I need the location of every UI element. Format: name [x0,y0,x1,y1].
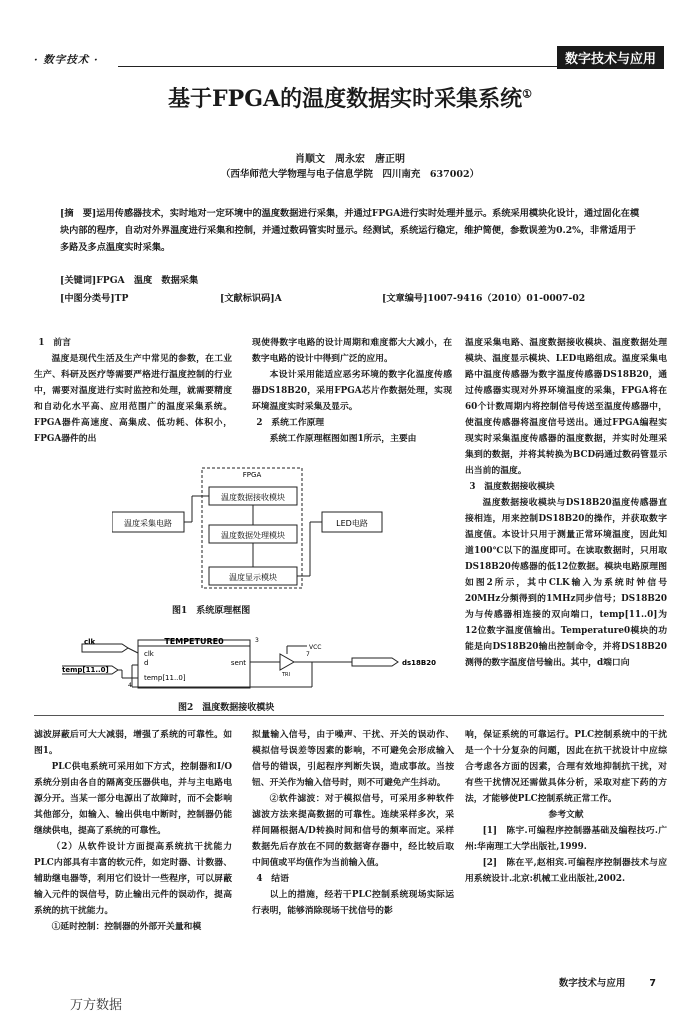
output-temp-label: temp[11..0] [62,666,109,674]
section-heading: 3 温度数据接收模块 [469,482,555,492]
figure-2-caption: 图2 温度数据接收模块 [178,703,275,713]
abstract: [摘 要]运用传感器技术，实时地对一定环境中的温度数据进行采集，并通过FPGA进行实时处理并显示。系统采用模块化设计，通过固化在模块内部的程序，自动对外界温度进行采集和控制，并通过数码管实时显示。经测试，系统运行稳定，维护简便，参数误差为0.2%，非常适用于多路及多点温度实时采集。 [60,208,640,253]
pin-temp: temp[11..0] [144,674,186,682]
receive-module-label: 温度数据接收模块 [221,493,285,502]
figure-2-schematic [62,632,467,692]
watermark: 万方数据 [70,998,123,1013]
paragraph: 系统工作原理框图如图1所示，主要由 [269,434,417,444]
keywords: [关键词]FPGA 温度 数据采集 [60,275,199,286]
references-heading: 参考文献 [548,810,584,820]
paragraph: 温度采集电路、温度数据接收模块、温度数据处理模块、温度显示模块、LED电路组成。温度采集电路中温度传感器为数字温度传感器DS18B20，通过传感器实现对外界环境温度的采集，FPGA将在60个计数周期内将控制信号传送至温度传感器中，使温度传感器将温度信号送出。通过FPGA编程实现实时采集温度传感器的温度数据，并实时处理采集到的数据，并将其转换为BCD码通过数码管显示出当前的温度。 [465,338,667,476]
paragraph: 温度是现代生活及生产中常见的参数，在工业生产、科研及医疗等需要严格进行温度控制的行业中，需要对温度进行实时监控和处理，就需要精度和自动化水平高、应用范围广的温度采集系统。FPGA器件高速度、高集成、低功耗、体积小，FPGA器件的出 [34,354,232,444]
authors: 肖顺文 周永宏 唐正明 [295,154,405,165]
column-3 [465,335,667,671]
footer-journal: 数字技术与应用 [558,978,626,989]
section-heading: 1 前言 [38,338,71,348]
paragraph: [1] 陈宇.可编程序控制器基础及编程技巧.广州:华南理工大学出版社,1999. [465,826,667,852]
lower-column-2 [252,727,454,919]
fpga-boundary [202,468,302,588]
pin-sent: sent [230,659,246,667]
paragraph: 本设计采用能适应恶劣环境的数字化温度传感器DS18B20，采用FPGA芯片作数据处理，实现环境温度实时采集及显示。 [252,370,452,412]
led-circuit-label: LED电路 [336,519,368,528]
paragraph: 响，保证系统的可靠运行。PLC控制系统中的干扰是一个十分复杂的问题，因此在抗干扰设计中应综合考虑各方面的因素，合理有效地抑制抗干扰，对有些干扰情况还需做具体分析，采取对症下药的方法，才能够使PLC控制系统正常工作。 [465,730,667,804]
lower-column-3 [465,727,667,887]
article-number: [文章编号]1007-9416（2010）01-0007-02 [382,293,586,304]
vcc-label: VCC [309,644,322,651]
section-heading: 2 系统工作原理 [256,418,325,428]
page-footer [559,975,656,989]
paper-title: 基于FPGA的温度数据实时采集系统① [168,86,532,112]
paragraph: ①延时控制：控制器的外部开关量和模 [51,922,202,932]
column-2 [252,335,452,447]
fpga-label: FPGA [242,471,262,479]
affiliation: （西华师范大学物理与电子信息学院 四川南充 637002） [220,169,480,180]
display-module-label: 温度显示模块 [229,573,277,582]
svg-text:3: 3 [255,637,259,644]
page-number: 7 [649,978,656,989]
paragraph: ②软件滤波：对于模拟信号，可采用多种软件滤波方法来提高数据的可靠性。连续采样多次，采样间隔根据A/D转换时间和信号的频率而定。采样数据先后存放在不同的数据寄存器中，经比较后取中间值或平均值作为当前输入值。 [252,794,454,868]
clc-number: [中图分类号]TP [60,293,129,304]
paragraph: 以上的措施，经若干PLC控制系统现场实际运行表明，能够消除现场干扰信号的影 [252,890,454,916]
tri-state-buffer [280,654,294,670]
svg-text:TRI: TRI [282,672,291,678]
paragraph: 现使得数字电路的设计周期和难度都大大减小，在数字电路的设计中得到广泛的应用。 [252,338,452,364]
paragraph: （2）从软件设计方面提高系统抗干扰能力 PLC内部具有丰富的软元件，如定时器、计数器、辅助继电器等，利用它们设计一些程序，可以屏蔽输入元件的误信号，防止输出元件的误动作，提高系统的抗干扰能力。 [34,842,241,916]
svg-text:7: 7 [306,651,310,658]
paragraph: PLC供电系统可采用如下方式，控制器和I/O系统分别由各自的隔离变压器供电，并与主电路电源分开。当某一部分电源出了故障时，而不会影响其他部分，如输入、输出供电中断时，控制器仍能继续供电，提高了系统的可靠性。 [34,762,232,836]
column-1 [34,335,232,447]
input-clk-label: clk [84,638,96,646]
paragraph: 温度数据接收模块与DS18B20温度传感器直接相连，用来控制DS18B20的操作，并获取数字温度值。本设计只用于测量正常环境温度，因此知道100℃以下的温度即可。在读取数据时，只用取DS18B20传感器的低12位数据。模块电路原理图如图2所示，其中CLK输入为系统时钟信号20MHz分频得到的1MHz同步信号；DS18B20为与传感器相连接的双向端口，temp[11..0]为12位数字温度值输出。Temperature0模块的功能是向DS18B20输出控制命令，并将DS18B20测得的数字温度信号输出。其中，d端口向 [465,498,667,668]
paragraph: 拟量输入信号，由于噪声、干扰、开关的误动作、模拟信号误差等因素的影响，不可避免会形成输入信号的错误，引起程序判断失误，造成事故。当按钮、开关作为输入信号时，则不可避免产生抖动。 [252,730,454,788]
pin-d: d [144,659,149,667]
section-divider [34,715,664,716]
journal-banner: 数字技术与应用 [557,46,664,69]
paragraph: 滤波屏蔽后可大大减弱，增强了系统的可靠性。如图1。 [34,730,232,756]
section-tag: · 数字技术 · [34,54,99,66]
lower-column-1 [34,727,241,935]
document-code: [文献标识码]A [220,293,282,304]
figure-1-diagram [112,465,392,595]
paragraph: [2] 陈在平,赵相宾.可编程序控制器技术与应用系统设计.北京:机械工业出版社,2002. [465,858,667,884]
block-name: TEMPETURE0 [164,637,224,646]
pin-clk: clk [144,650,154,658]
process-module-label: 温度数据处理模块 [221,531,285,540]
sensor-circuit-label: 温度采集电路 [124,519,172,528]
ds18b20-port-label: ds18B20 [402,659,436,667]
figure-1-caption: 图1 系统原理框图 [172,606,251,616]
section-heading: 4 结语 [256,874,289,884]
svg-text:4: 4 [128,682,132,689]
